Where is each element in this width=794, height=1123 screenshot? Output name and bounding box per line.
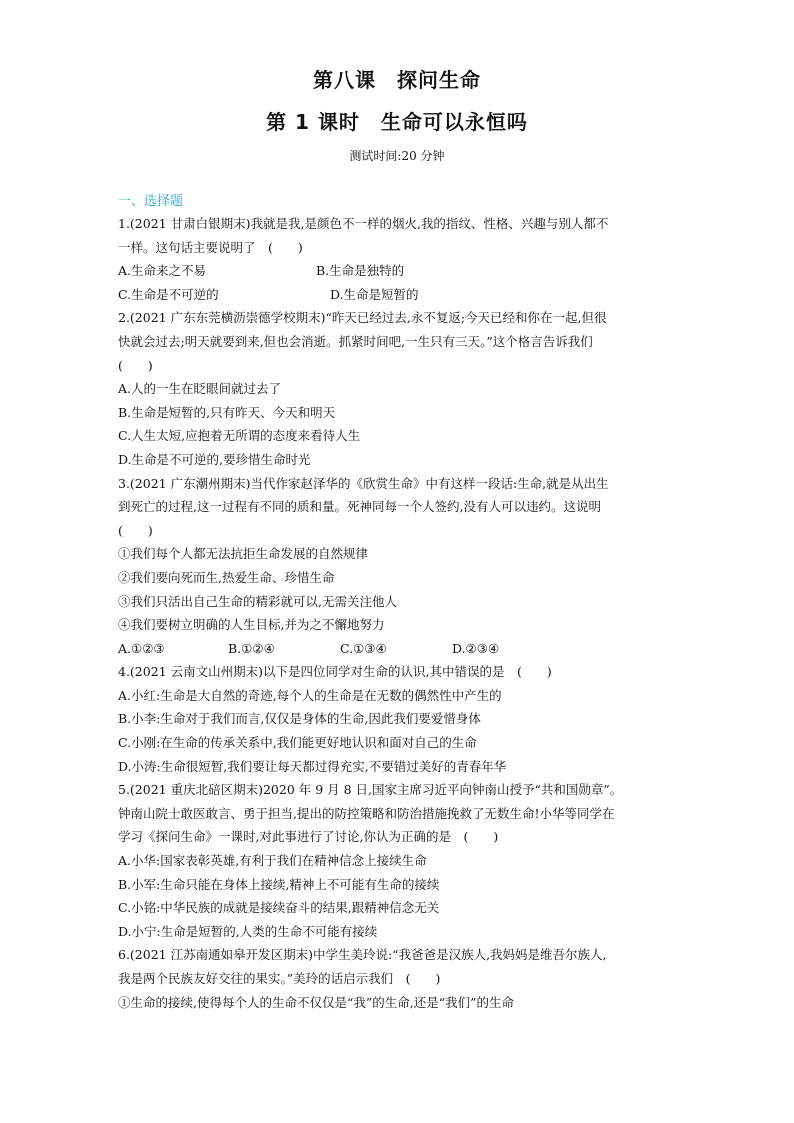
q3-statement-3: ③我们只活出自己生命的精彩就可以,无需关注他人 — [118, 593, 397, 609]
q1-option-a: A.生命来之不易 — [118, 263, 207, 279]
q2-option-a: A.人的一生在眨眼间就过去了 — [118, 381, 282, 397]
q1-options-row-2 — [118, 283, 678, 307]
q1-option-b: B.生命是独特的 — [316, 263, 405, 279]
lesson-title: 第八课 探问生命 — [313, 68, 481, 92]
q5-option-b: B.小军:生命只能在身体上接续,精神上不可能有生命的接续 — [118, 876, 440, 892]
q3-statement-2: ②我们要向死而生,热爱生命、珍惜生命 — [118, 569, 335, 585]
q3-option-d: D.②③④ — [452, 640, 500, 656]
q3-statement-4: ④我们要树立明确的人生目标,并为之不懈地努力 — [118, 617, 385, 633]
q4-option-c: C.小刚:在生命的传承关系中,我们能更好地认识和面对自己的生命 — [118, 735, 477, 751]
q2-stem-line-2: 快就会过去;明天就要到来,但也会消逝。抓紧时间吧,一生只有三天。”这个格言告诉我们 — [118, 333, 593, 349]
q5-stem-line-3: 学习《探问生命》一课时,对此事进行了讨论,你认为正确的是 ( ) — [118, 829, 499, 845]
q5-option-a: A.小华:国家表彰英雄,有利于我们在精神信念上接续生命 — [118, 853, 427, 869]
q4-stem-line-1: 4.(2021 云南文山州期末)以下是四位同学对生命的认识,其中错误的是 ( ) — [118, 664, 552, 680]
q2-option-b: B.生命是短暂的,只有昨天、今天和明天 — [118, 404, 336, 420]
q2-stem-line-3: ( ) — [118, 357, 153, 373]
q3-option-b: B.①②④ — [228, 640, 275, 656]
section-title: 一、选择题 — [118, 194, 184, 209]
q6-stem-line-2: 我是两个民族友好交往的果实。”美玲的话启示我们 ( ) — [118, 971, 441, 986]
period-title: 第 1 课时 生命可以永恒吗 — [266, 110, 528, 134]
q2-option-c: C.人生太短,应抱着无所谓的态度来看待人生 — [118, 428, 361, 444]
q4-option-d: D.小涛:生命很短暂,我们要让每天都过得充实,不要错过美好的青春年华 — [118, 758, 507, 774]
q5-option-c: C.小铭:中华民族的成就是接续奋斗的结果,跟精神信念无关 — [118, 900, 440, 916]
question-list — [118, 212, 678, 1014]
q3-stem-line-3: ( ) — [118, 522, 153, 538]
q4-option-b: B.小李:生命对于我们而言,仅仅是身体的生命,因此我们要爱惜身体 — [118, 711, 481, 727]
q3-option-a: A.①②③ — [118, 640, 165, 656]
q3-stem-line-2: 到死亡的过程,这一过程有不同的质和量。死神同每一个人签约,没有人可以违约。这说明 — [118, 499, 601, 515]
q3-option-c: C.①③④ — [340, 640, 387, 656]
q2-option-d: D.生命是不可逆的,要珍惜生命时光 — [118, 451, 311, 467]
q1-stem-line-1: 1.(2021 甘肃白银期末)我就是我,是颜色不一样的烟火,我的指纹、性格、兴趣与别人都不 — [118, 216, 609, 231]
q5-stem-line-1: 5.(2021 重庆北碚区期末)2020 年 9 月 8 日,国家主席习近平向钟南山授予“共和国勋章”。 — [118, 782, 623, 798]
q3-statement-1: ①我们每个人都无法抗拒生命发展的自然规律 — [118, 546, 369, 562]
q1-stem-line-2: 一样。这句话主要说明了 ( ) — [118, 239, 303, 255]
q1-option-d: D.生命是短暂的 — [330, 286, 419, 302]
q6-statement-1: ①生命的接续,使得每个人的生命不仅仅是“我”的生命,还是“我们”的生命 — [118, 994, 515, 1010]
q2-stem-line-1: 2.(2021 广东东莞横沥崇德学校期末)“昨天已经过去,永不复返;今天已经和你在一起,但很 — [118, 310, 607, 326]
q1-option-c: C.生命是不可逆的 — [118, 286, 219, 302]
q3-stem-line-1: 3.(2021 广东潮州期末)当代作家赵泽华的《欣赏生命》中有这样一段话:生命,就是从出生 — [118, 475, 609, 491]
q5-stem-line-2: 钟南山院士敢医敢言、勇于担当,提出的防控策略和防治措施挽救了无数生命!小华等同学在 — [118, 805, 615, 821]
q4-option-a: A.小红:生命是大自然的奇迹,每个人的生命是在无数的偶然性中产生的 — [118, 687, 502, 703]
q3-options-row — [118, 637, 678, 661]
test-time: 测试时间:20 分钟 — [349, 149, 445, 163]
q5-option-d: D.小宁:生命是短暂的,人类的生命不可能有接续 — [118, 923, 378, 939]
q6-stem-line-1: 6.(2021 江苏南通如皋开发区期末)中学生美玲说:“我爸爸是汉族人,我妈妈是维吾尔族人, — [118, 947, 607, 963]
q1-options-row-1 — [118, 259, 678, 283]
